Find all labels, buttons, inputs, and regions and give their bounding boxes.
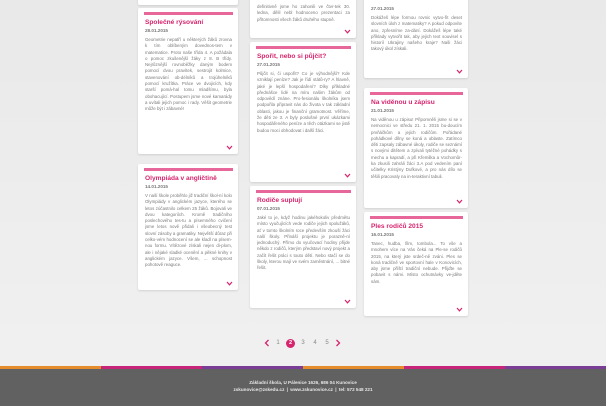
chevron-down-icon[interactable]: [344, 298, 351, 305]
chevron-down-icon[interactable]: [456, 306, 463, 313]
card-accent-bar: [144, 12, 233, 15]
article-text: Půjčit si, či uspořit? Co je výhodnější? Kde vzniklají peníze? Jak je řídí států-ry? A hlavně, jaké je lepší hospodaření? Díky příkladné přednášce lidé na míru našim žákům od odpovědí znáne. Pro-fesionálu školníka jsem podpořila připravit nás do života v tak základní oblasti, jakou je finanční gramotnost. Věříme, že děti ze 3. A byly poslušné první ukázkami hospodářeného peníze a těch otázkami se jistě budou moci obhodovat i další žáci.: [257, 71, 350, 133]
card-accent-bar: [370, 92, 463, 95]
footer-web-link[interactable]: www.zskunovice.cz: [290, 387, 333, 392]
page-link-4[interactable]: 4: [313, 340, 317, 346]
page-link-current[interactable]: 2: [286, 339, 295, 348]
page-link-5[interactable]: 5: [325, 340, 329, 346]
article-text: Geometrie nepatří u některých žáků zrovna k tím oblíbeným dovednos-tem v matematice. Proto naše třída 4. A požádala o pomoc zkušenější žáky z 8. B třídy. Nejrůznější rovnoběžky daným bodem pomocí dvou pravítek, sestrojit kolmice, stavenování ob-délníků a trojúhelníků pomocí kružítka. Práce ve dvojicích, kdy starší pomá-hal tomu mladšímu, byla obohacující. Postupem jsme nové kamarády a uvítali jejich pomoc i rady. Věšit geometrie může být i zábavné!: [145, 37, 232, 112]
card-accent-bar: [144, 168, 233, 171]
article-title[interactable]: Rodiče suplují: [257, 197, 303, 204]
chevron-right-icon[interactable]: [335, 339, 341, 347]
chevron-down-icon[interactable]: [226, 280, 233, 287]
article-title[interactable]: Společné rýsování: [145, 19, 204, 26]
article-title[interactable]: Spořit, nebo si půjčit?: [257, 53, 327, 60]
card-accent-bar: [370, 216, 463, 219]
footer-address: Základní škola, U Pálenice 1626, 686 04 Kunovice: [249, 380, 357, 385]
article-text: V naší škole proběhlo již tradiční škol-ní kolo Olympiády v anglickém jazyce, kterého se letos zúčastnilo celkem 25 žáků. Bojovali ve dvou kategoriích. Kromě tradičního poslechového tes-tu a písemného cvičení jsme letos nově přidali i všeobecný test slovní zásoby a gramatiky. Největší důraz při celko-vém hodnocení se ale kladl na písem-nou formu. Vítězové získali nejen di-plom, ale i nějaké sladké ocenění a pěkné knihy v anglickém jazyce. Všem, ... schopnost pohotově reaguce.: [145, 193, 232, 268]
article-date: 28.01.2015: [145, 28, 168, 33]
article-title[interactable]: Ples rodičů 2015: [371, 223, 424, 230]
card-accent-bar: [256, 190, 351, 193]
page-link-1[interactable]: 1: [276, 340, 280, 346]
article-card-olympiada[interactable]: [138, 164, 238, 290]
chevron-down-icon[interactable]: [344, 28, 351, 35]
page-link-3[interactable]: 3: [301, 340, 305, 346]
article-text: Tanec, hudba, film, tombola... To vše a mnohem více na Vás čeká na Ple-se rodičů 2015, na který jste srdeč-ně zváni. Ples se koná tradičně ve sportovní hale v Konovicích, aby jsme příští tradiční nebude. Přijďte se pobavit s námi. Místo ochutnávky ve-jděte sám.: [371, 241, 462, 284]
footer-phone: tel: 572 548 221: [338, 387, 373, 392]
card-accent-bar: [256, 46, 351, 49]
article-card-rodice-supluji[interactable]: [250, 186, 356, 308]
article-title[interactable]: Olympiáda v angličtině: [145, 175, 217, 182]
footer-contacts: zskunovice@zskedu.cz | www.zskunovice.cz | tel: 572 548 221: [233, 387, 373, 392]
article-card-spolecne-rysovani[interactable]: [138, 8, 238, 154]
article-date: 07.01.2015: [257, 206, 280, 211]
article-card-continued: [138, 0, 238, 5]
chevron-down-icon[interactable]: [456, 68, 463, 75]
chevron-left-icon[interactable]: [264, 339, 270, 347]
article-date: 27.01.2015: [257, 62, 280, 67]
chevron-down-icon[interactable]: [456, 198, 463, 205]
article-card-slovni-ulohy[interactable]: [364, 0, 468, 78]
footer: [0, 369, 606, 406]
article-card-top[interactable]: [250, 0, 356, 38]
article-date: 27.01.2015: [371, 6, 394, 11]
article-title[interactable]: Na viděnou u zápisu: [371, 99, 435, 106]
article-text: Dokážeš lépe formou rovnic vytvo-řit deset slovních úloh z matematiky? A pokud odpovíte ano, zpřesníme za-dání. Dokážeš lépe také příklady vytvořit tak, aby jejich text souvisel s historií Ukrajiny našeho kraje? Naši žáci takový úkol získali.: [371, 15, 462, 52]
article-text: definitivně jsme ho zahonili ve čtvr-tek 30. ledna, dělil nebl hodnoceno prezentaci za přítomnosti všech žáků druhého stupně.: [257, 4, 350, 22]
article-card-sporit[interactable]: [250, 42, 356, 182]
article-card-ples-rodicu[interactable]: [364, 212, 468, 316]
article-text: Jaké to je, když hodinu jakéhokoliv předmětu místo vyučujících vede rodiče jejich spolužáků, ať v tomto školním roce především zkouší žáci naší školy. Přináší projektu je porazně-ní jednoduchý. Přímo do vyučovací hodiny přijde někdo z rodičů, kterým představí nový projekt a začít řešit práci s touto dětí. Nebo stačí se do školy, kterou mají ve svém zaměstnání, ... bitné řešit.: [257, 215, 350, 271]
article-date: 14.01.2015: [145, 184, 168, 189]
article-card-na-videnou[interactable]: [364, 88, 468, 208]
article-date: 21.01.2015: [371, 108, 394, 113]
chevron-down-icon[interactable]: [344, 172, 351, 179]
article-date: 16.01.2015: [371, 232, 394, 237]
chevron-down-icon[interactable]: [226, 144, 233, 151]
pagination: [264, 338, 341, 348]
article-text: Na viděnou u zápisu! Připomněli jsme si se v nemocnici ve středu 21. 1. 2015 bu-doucím prvňáčkům a jejich rodičům. Pořádané pohádkové dílny se koná a oblaste. Zatímco děti zapsaly zábavné úkoly, rodiče se seznámí s novými dítětem a zpívali tytéžné pohádky s mechu a kapradí, a při Křemilka a Vochomůr-ka zkusili zahráli žáci 3.A pod vedením paní učitelky Kristýny Dufkové, a pro nás dílo se těšili pracovaly na in-teraktivní tabuli.: [371, 117, 462, 179]
footer-email-link[interactable]: zskunovice@zskedu.cz: [233, 387, 285, 392]
